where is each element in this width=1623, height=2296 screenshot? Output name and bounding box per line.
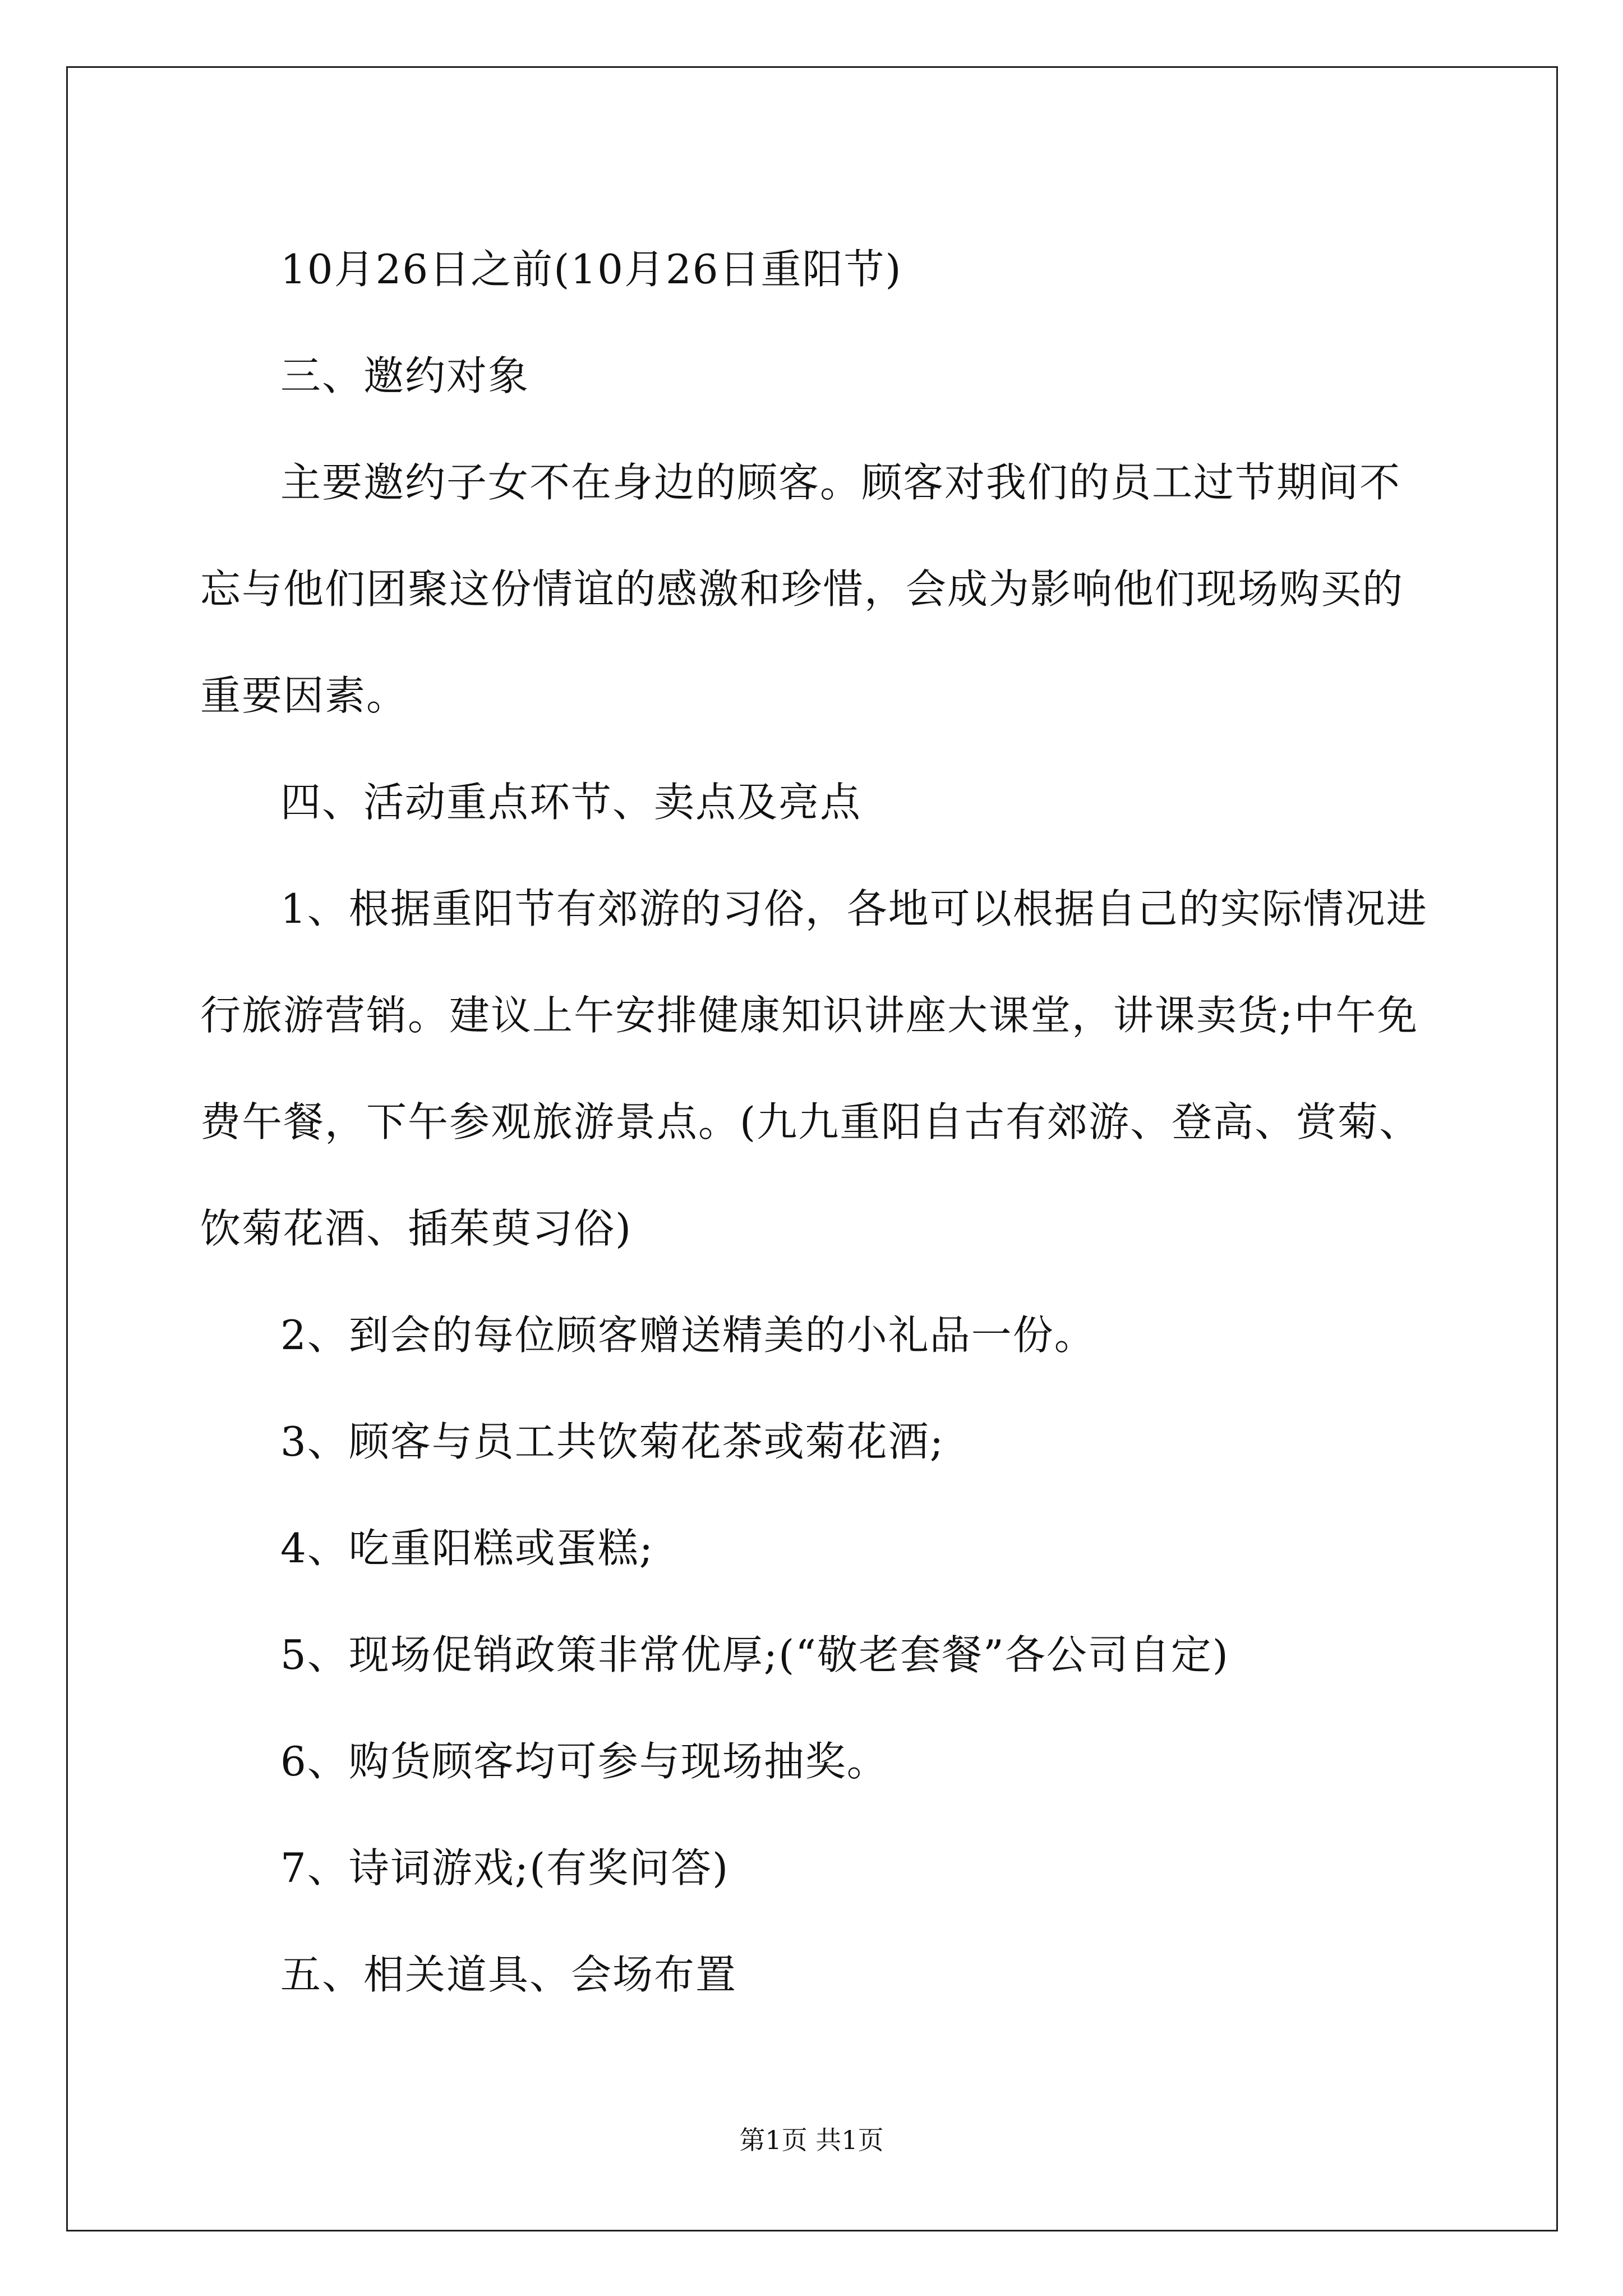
list-item-1: 1、根据重阳节有郊游的习俗，各地可以根据自己的实际情况进行旅游营销。建议上午安排健康知识讲座大课堂，讲课卖货;中午免费午餐，下午参观旅游景点。(九九重阳自古有郊游、登高、赏菊、饮菊花酒、插茱萸习俗) <box>200 885 1428 1252</box>
list-item-6: 6、购货顾客均可参与现场抽奖。 <box>280 1738 888 1785</box>
page-footer: 第1页 共1页 <box>739 2125 884 2155</box>
list-item-5: 5、现场促销政策非常优厚;(“敬老套餐”各公司自定) <box>280 1631 1229 1678</box>
paragraph-invite-description: 主要邀约子女不在身边的顾客。顾客对我们的员工过节期间不忘与他们团聚这份情谊的感激和珍惜，会成为影响他们现场购买的重要因素。 <box>200 459 1404 719</box>
list-item-3: 3、顾客与员工共饮菊花茶或菊花酒; <box>280 1418 945 1465</box>
list-item-7: 7、诗词游戏;(有奖问答) <box>280 1844 730 1892</box>
list-item-4: 4、吃重阳糕或蛋糕; <box>280 1525 654 1572</box>
heading-invite-target: 三、邀约对象 <box>280 352 530 399</box>
heading-props-venue: 五、相关道具、会场布置 <box>280 1951 737 1998</box>
heading-activity-highlights: 四、活动重点环节、卖点及亮点 <box>280 779 862 826</box>
document-body <box>200 216 1428 2028</box>
paragraph-date: 10月26日之前(10月26日重阳节) <box>280 246 902 293</box>
list-item-2: 2、到会的每位顾客赠送精美的小礼品一份。 <box>280 1312 1096 1359</box>
